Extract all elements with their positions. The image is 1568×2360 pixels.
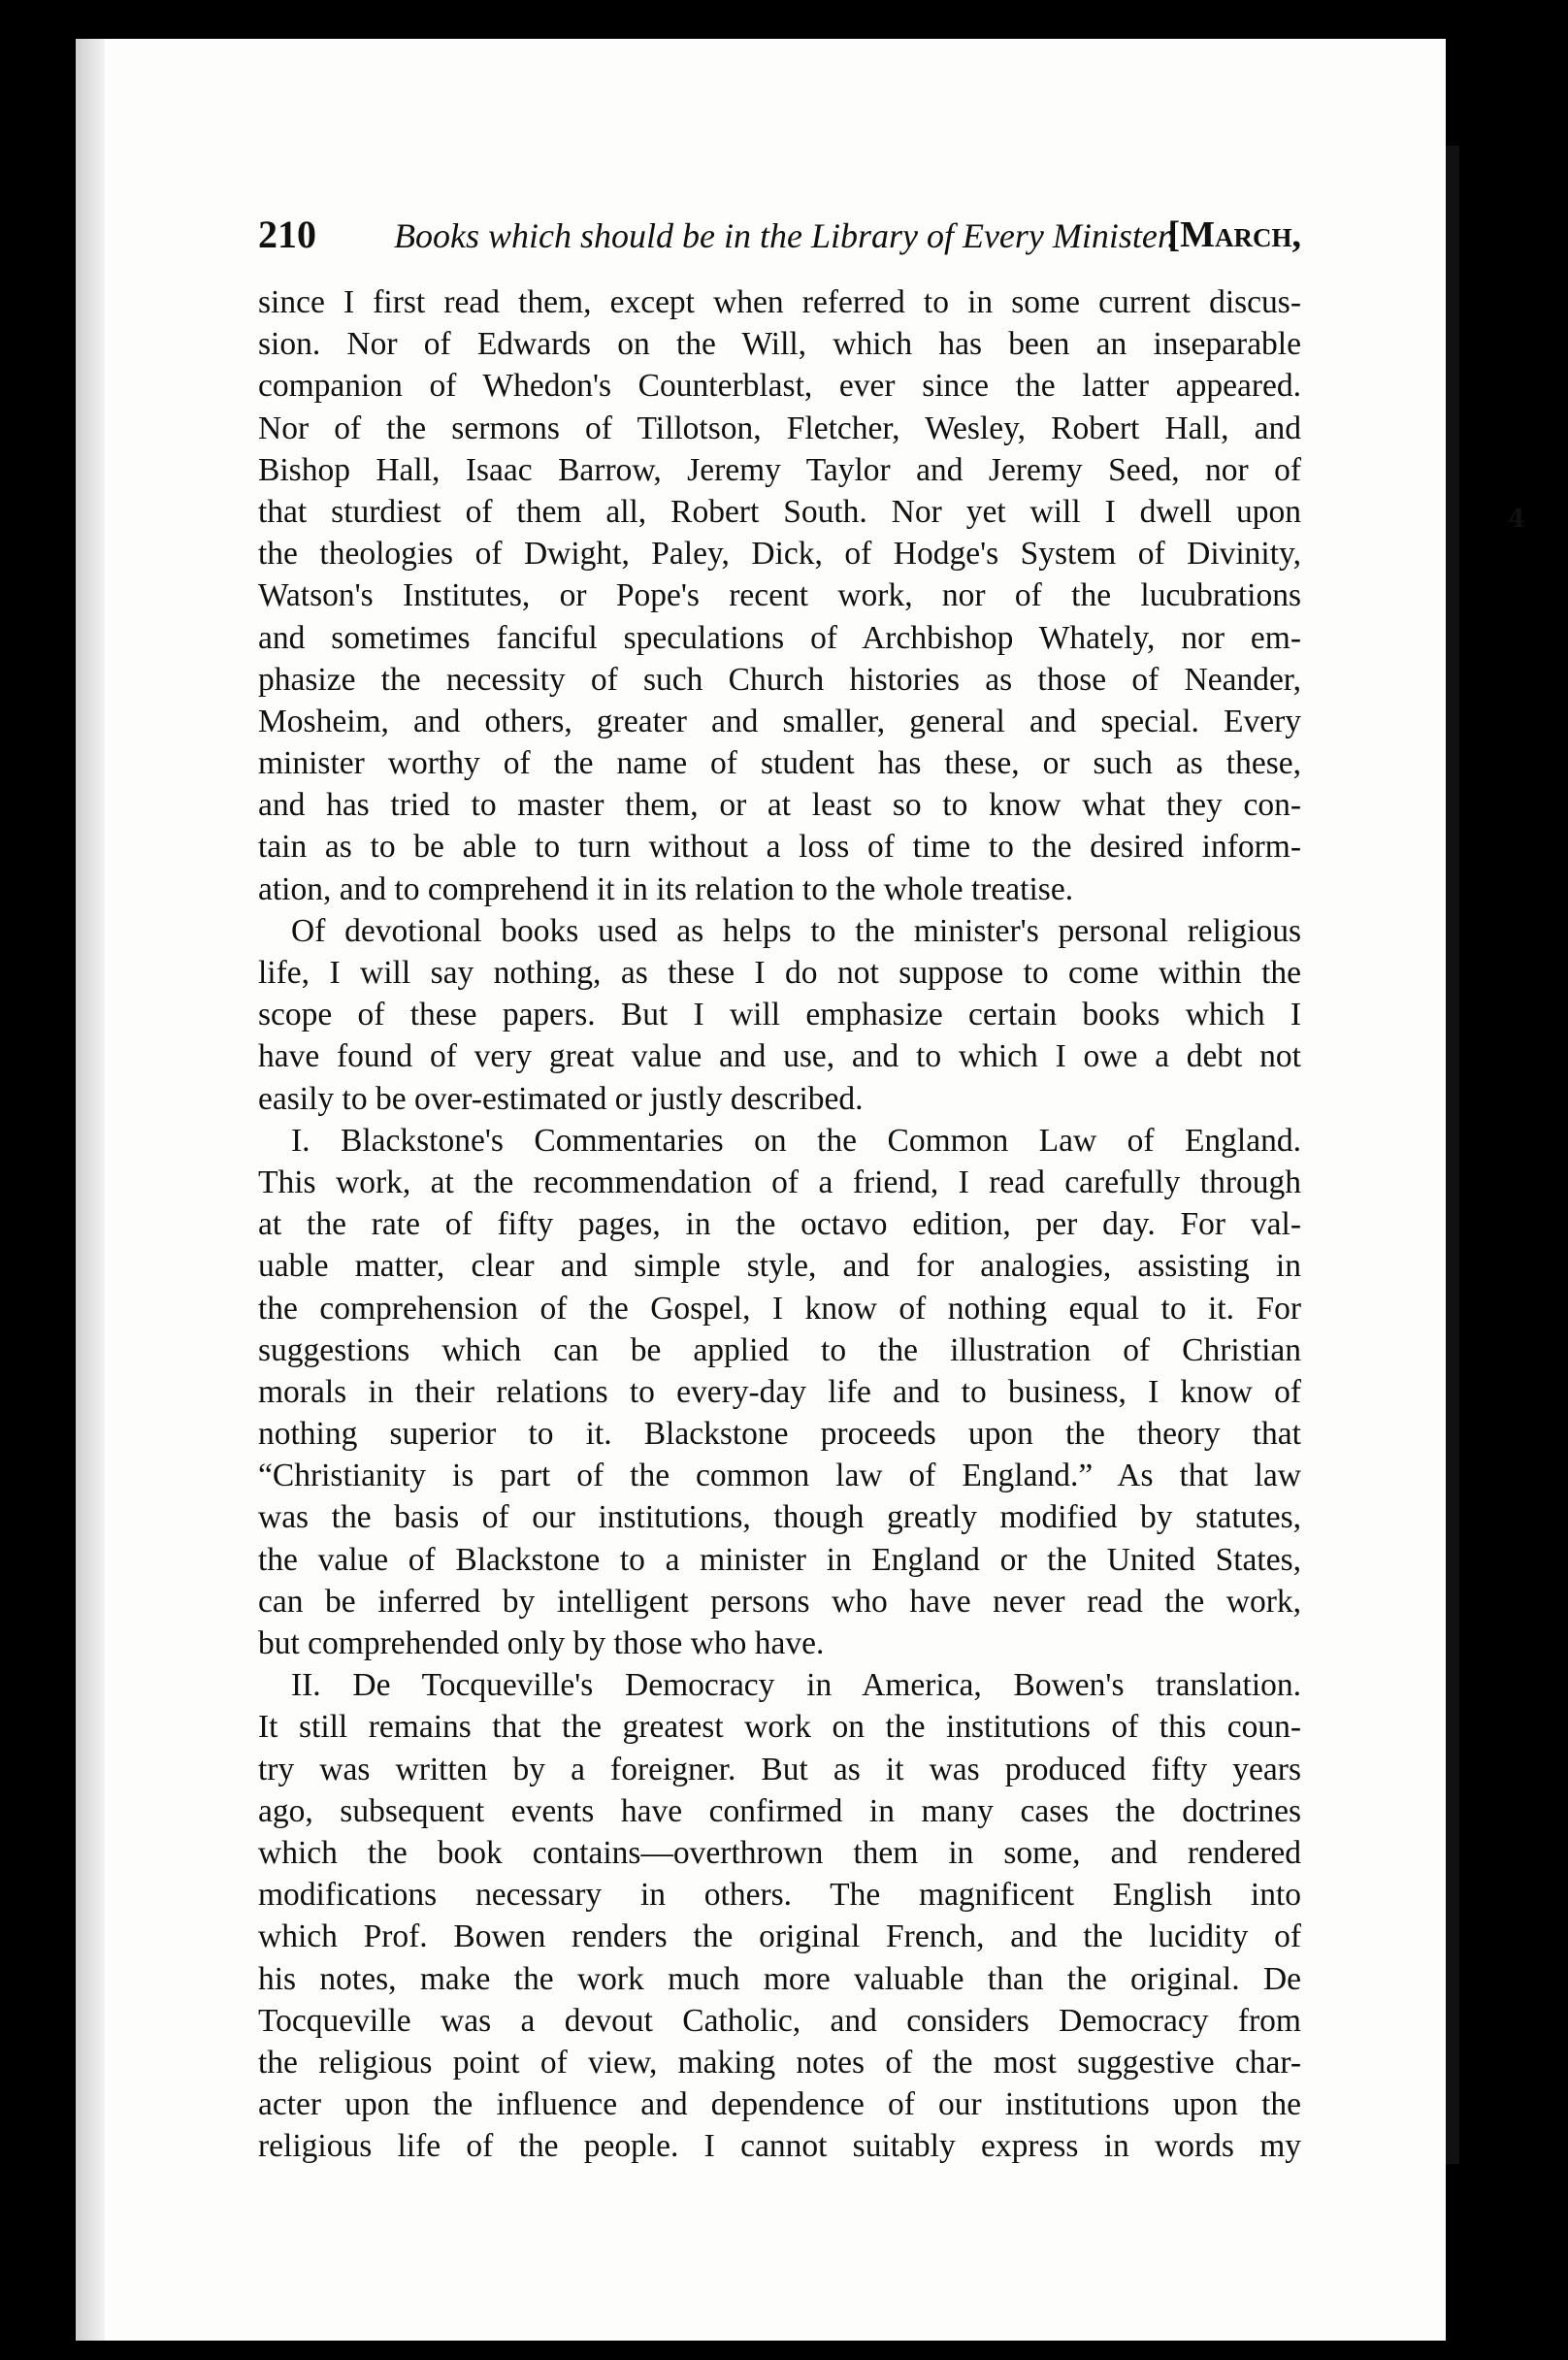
- text-line: but comprehended only by those who have.: [258, 1625, 825, 1661]
- text-line: and sometimes fanciful speculations of Archbishop Whately, nor em-: [258, 619, 1301, 656]
- text-line: try was written by a foreigner. But as it was produced fifty years: [258, 1751, 1301, 1787]
- text-line: life, I will say nothing, as these I do not suppose to come within the: [258, 955, 1301, 991]
- text-line: that sturdiest of them all, Robert South. Nor yet will I dwell upon: [258, 493, 1301, 530]
- section-heading-line: I. Blackstone's Commentaries on the Common Law of England.: [291, 1122, 1301, 1159]
- text-line: Tocqueville was a devout Catholic, and considers Democracy from: [258, 2002, 1301, 2039]
- page-gutter-shadow: [76, 39, 105, 2341]
- text-line: tain as to be able to turn without a loss of time to the desired inform-: [258, 829, 1301, 866]
- margin-mark: 4: [1508, 505, 1526, 534]
- text-line: easily to be over-estimated or justly described.: [258, 1080, 864, 1117]
- text-line: suggestions which can be applied to the illustration of Christian: [258, 1331, 1301, 1368]
- text-line: the theologies of Dwight, Paley, Dick, of Hodge's System of Divinity,: [258, 536, 1301, 573]
- text-line: which Prof. Bowen renders the original French, and the lucidity of: [258, 1918, 1301, 1955]
- text-line: acter upon the influence and dependence of our institutions upon the: [258, 2086, 1301, 2123]
- text-line: since I first read them, except when referred to in some current discus-: [258, 284, 1301, 320]
- text-line: This work, at the recommendation of a friend, I read carefully through: [258, 1164, 1301, 1200]
- text-line: It still remains that the greatest work on the institutions of this coun-: [258, 1709, 1301, 1746]
- text-line: Nor of the sermons of Tillotson, Fletcher, Wesley, Robert Hall, and: [258, 410, 1301, 446]
- page-number: 210: [258, 213, 316, 256]
- running-title: Books which should be in the Library of Every Minister.: [394, 216, 1176, 255]
- text-line: minister worthy of the name of student has these, or such as these,: [258, 745, 1301, 782]
- text-line: Watson's Institutes, or Pope's recent work, nor of the lucubrations: [258, 577, 1301, 614]
- running-header: [258, 212, 1301, 279]
- text-line: morals in their relations to every-day life and to business, I know of: [258, 1373, 1301, 1410]
- text-line: scope of these papers. But I will emphasize certain books which I: [258, 997, 1301, 1033]
- text-line: companion of Whedon's Counterblast, ever since the latter appeared.: [258, 368, 1301, 405]
- facing-page-edge: [1446, 146, 1459, 2164]
- text-line: modifications necessary in others. The magnificent English into: [258, 1877, 1301, 1914]
- text-line: the religious point of view, making notes of the most suggestive char-: [258, 2044, 1301, 2081]
- text-line: nothing superior to it. Blackstone proceeds upon the theory that: [258, 1416, 1301, 1453]
- text-line: uable matter, clear and simple style, and for analogies, assisting in: [258, 1248, 1301, 1285]
- text-line: the comprehension of the Gospel, I know of nothing equal to it. For: [258, 1290, 1301, 1327]
- running-month: [March,: [1167, 214, 1301, 255]
- text-line: ation, and to comprehend it in its relation to the whole treatise.: [258, 870, 1074, 907]
- text-line: phasize the necessity of such Church histories as those of Neander,: [258, 661, 1301, 698]
- text-line: have found of very great value and use, and to which I owe a debt not: [258, 1038, 1301, 1075]
- text-line: Bishop Hall, Isaac Barrow, Jeremy Taylor and Jeremy Seed, nor of: [258, 451, 1301, 488]
- text-line: was the basis of our institutions, though greatly modified by statutes,: [258, 1499, 1301, 1536]
- paragraph-start-line: Of devotional books used as helps to the minister's personal religious: [291, 912, 1301, 949]
- text-line: ago, subsequent events have confirmed in many cases the doctrines: [258, 1792, 1301, 1829]
- text-line: which the book contains—overthrown them in some, and rendered: [258, 1834, 1301, 1871]
- text-line: can be inferred by intelligent persons who have never read the work,: [258, 1583, 1301, 1620]
- text-line: his notes, make the work much more valuable than the original. De: [258, 1960, 1301, 1997]
- text-line: the value of Blackstone to a minister in England or the United States,: [258, 1541, 1301, 1578]
- text-line: and has tried to master them, or at least so to know what they con-: [258, 787, 1301, 824]
- section-heading-line: II. De Tocqueville's Democracy in America, Bowen's translation.: [291, 1667, 1301, 1704]
- body-text: [258, 281, 1301, 2167]
- text-line: religious life of the people. I cannot suitably express in words my: [258, 2128, 1301, 2165]
- text-line: “Christianity is part of the common law of England.” As that law: [258, 1458, 1301, 1494]
- text-line: Mosheim, and others, greater and smaller, general and special. Every: [258, 703, 1301, 739]
- text-line: at the rate of fifty pages, in the octavo edition, per day. For val-: [258, 1206, 1301, 1243]
- text-line: sion. Nor of Edwards on the Will, which has been an inseparable: [258, 326, 1301, 363]
